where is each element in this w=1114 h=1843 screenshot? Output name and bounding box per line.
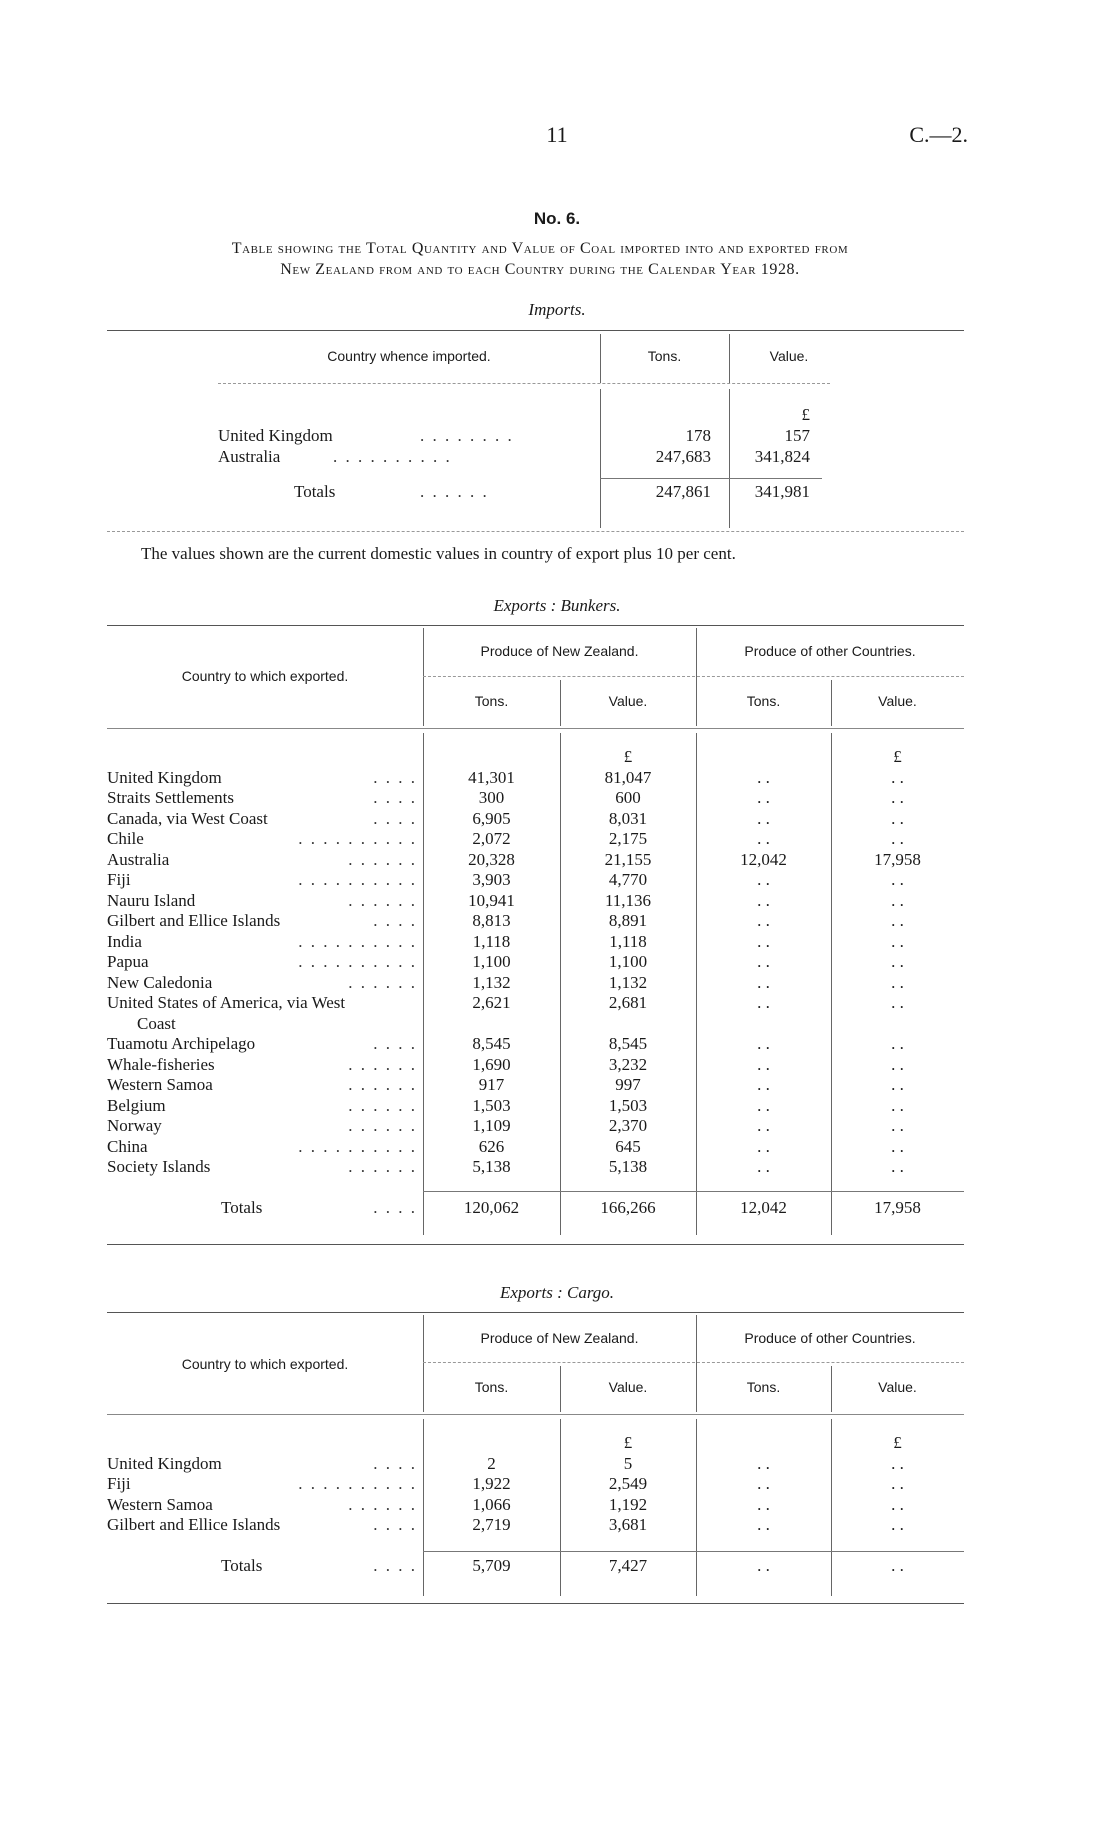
nz-value-cell: 997 (615, 1075, 641, 1094)
currency-row (218, 404, 828, 425)
table-row (107, 1515, 964, 1536)
nz-tons-cell: 1,100 (472, 952, 511, 971)
imports-header-country: Country whence imported. (327, 348, 491, 364)
currency-symbol: £ (623, 747, 633, 766)
cargo-header-nz-value: Value. (608, 1379, 648, 1395)
country-cell: Whale-fisheries . . . . . . (107, 1054, 417, 1074)
nz-tons-cell: 1,109 (472, 1116, 511, 1135)
tons-cell: 178 (685, 426, 711, 445)
other-value-cell: . . (891, 890, 904, 910)
nz-value-cell (560, 1014, 696, 1035)
totals-row (218, 481, 828, 502)
totals-tons: 247,861 (655, 482, 711, 501)
nz-value-cell: 645 (615, 1136, 641, 1156)
table-row (107, 1116, 964, 1137)
nz-tons-cell: 6,905 (472, 808, 511, 828)
cargo-subheader-rule (423, 1362, 964, 1363)
nz-value-cell: 600 (615, 788, 641, 807)
nz-value-cell: 1,100 (608, 952, 648, 971)
table-row (218, 425, 828, 446)
other-tons-cell (696, 1014, 831, 1035)
table-row (107, 973, 964, 994)
nz-tons-cell: 10,941 (468, 890, 515, 910)
nz-tons-cell: 3,903 (472, 870, 511, 889)
totals-nz-tons: 120,062 (463, 1198, 520, 1217)
cargo-header-other: Produce of other Countries. (744, 1330, 916, 1346)
values-note: The values shown are the current domestic values in country of export plus 10 per cent. (141, 544, 736, 563)
other-tons-cell: . . (757, 1116, 770, 1135)
tons-cell: 247,683 (655, 447, 711, 466)
nz-value-cell: 5 (623, 1453, 633, 1473)
other-value-cell: . . (891, 1515, 904, 1534)
nz-value-cell: 2,681 (608, 993, 648, 1012)
other-tons-cell: . . (757, 1515, 770, 1534)
other-value-cell: . . (891, 767, 904, 787)
table-row (107, 1157, 964, 1178)
nz-value-cell: 8,891 (608, 911, 648, 930)
country-cell: Nauru Island . . . . . . (107, 890, 417, 910)
other-value-cell: . . (891, 1453, 904, 1473)
nz-value-cell: 81,047 (604, 767, 652, 787)
empty-cell (107, 1433, 423, 1454)
imports-top-rule (107, 330, 964, 331)
currency-row (107, 747, 964, 768)
other-tons-cell: . . (757, 1054, 770, 1074)
country-cell: Fiji . . . . . . . . . . (107, 1474, 417, 1493)
bunkers-header-nz: Produce of New Zealand. (480, 643, 639, 659)
nz-tons-cell: 917 (478, 1075, 505, 1094)
nz-value-cell: 1,503 (608, 1095, 648, 1115)
totals-value: 341,981 (754, 482, 810, 501)
table-row (107, 993, 964, 1014)
nz-tons-cell (423, 1014, 560, 1035)
other-tons-cell: . . (757, 1075, 770, 1094)
bunkers-header-other-value: Value. (878, 693, 917, 709)
nz-tons-cell: 1,066 (472, 1494, 511, 1514)
other-tons-cell: . . (757, 1494, 770, 1514)
nz-value-cell: 4,770 (608, 870, 648, 889)
country-cell: Chile . . . . . . . . . . (107, 829, 417, 848)
page-number: 11 (546, 122, 568, 147)
totals-nz-tons: 5,709 (472, 1556, 511, 1575)
bunkers-header-other: Produce of other Countries. (744, 643, 916, 659)
other-value-cell: . . (891, 1116, 904, 1135)
table-row (107, 829, 964, 850)
other-value-cell: . . (891, 1136, 904, 1156)
other-tons-cell: . . (757, 890, 770, 910)
table-row (107, 809, 964, 830)
nz-tons-cell: 41,301 (468, 767, 515, 787)
bunkers-subheader-rule (423, 676, 964, 677)
table-row (107, 1055, 964, 1076)
table-row (107, 952, 964, 973)
other-tons-cell: . . (757, 952, 770, 971)
bunkers-bottom-rule (107, 1244, 964, 1245)
table-row (107, 1495, 964, 1516)
totals-row (107, 1556, 964, 1577)
other-tons-cell: 12,042 (740, 849, 787, 869)
cargo-bottom-rule (107, 1603, 964, 1604)
country-cell: Coast (137, 1013, 176, 1033)
other-tons-cell: . . (757, 993, 770, 1012)
empty-cell (107, 747, 423, 768)
bunkers-header-other-tons: Tons. (746, 693, 781, 709)
country-cell: Belgium . . . . . . (107, 1095, 417, 1115)
other-tons-cell: . . (757, 1474, 770, 1493)
other-value-cell: . . (891, 1075, 904, 1094)
other-value-cell: . . (891, 993, 904, 1012)
table-row (107, 850, 964, 871)
nz-tons-cell: 300 (478, 788, 505, 807)
other-tons-cell: . . (757, 808, 770, 828)
nz-value-cell: 1,192 (608, 1494, 648, 1514)
currency-symbol: £ (801, 405, 810, 424)
other-value-cell: . . (891, 1157, 904, 1176)
other-tons-cell: . . (757, 788, 770, 807)
other-tons-cell: . . (757, 767, 770, 787)
other-tons-cell: . . (757, 1453, 770, 1473)
table-number: No. 6. (533, 209, 581, 228)
other-value-cell: . . (891, 788, 904, 807)
other-value-cell: . . (891, 911, 904, 930)
nz-tons-cell: 1,503 (472, 1095, 511, 1115)
country-cell: Tuamotu Archipelago . . . . (107, 1034, 417, 1053)
other-value-cell: . . (891, 1095, 904, 1115)
totals-other-value: 17,958 (874, 1198, 921, 1217)
other-value-cell: . . (891, 931, 904, 951)
page-reference: C.—2. (909, 122, 968, 147)
table-title-line-1: Table showing the Total Quantity and Value of Coal imported into and exported from (231, 240, 849, 257)
totals-label-cell: Totals . . . . (221, 1198, 417, 1217)
nz-value-cell: 8,545 (608, 1034, 648, 1053)
country-cell: Papua . . . . . . . . . . (107, 952, 417, 971)
table-row (107, 1137, 964, 1158)
cargo-top-rule (107, 1312, 964, 1313)
bunkers-table (107, 747, 964, 1219)
value-cell: 341,824 (754, 447, 810, 466)
nz-value-cell: 3,232 (608, 1054, 648, 1074)
nz-tons-cell: 626 (478, 1136, 505, 1156)
country-cell: United Kingdom . . . . (107, 1453, 417, 1473)
currency-symbol: £ (623, 1433, 633, 1452)
nz-value-cell: 1,132 (608, 972, 648, 992)
table-row (107, 1014, 964, 1035)
currency-row (107, 1433, 964, 1454)
nz-tons-cell: 1,118 (472, 931, 511, 951)
other-tons-cell: . . (757, 1157, 770, 1176)
country-cell: Gilbert and Ellice Islands . . . . (107, 1515, 417, 1534)
table-row (218, 446, 828, 467)
currency-symbol: £ (893, 1433, 902, 1452)
bunkers-top-rule (107, 625, 964, 626)
table-row (107, 870, 964, 891)
other-tons-cell: . . (757, 1136, 770, 1156)
country-cell: Society Islands . . . . . . (107, 1157, 417, 1176)
nz-tons-cell: 2,719 (472, 1515, 511, 1534)
bunkers-header-rule (107, 728, 964, 729)
bunkers-header-nz-value: Value. (608, 693, 648, 709)
nz-value-cell: 2,175 (608, 829, 648, 848)
country-cell: Fiji . . . . . . . . . . (107, 870, 417, 889)
other-value-cell: . . (891, 952, 904, 971)
nz-value-cell: 8,031 (608, 808, 648, 828)
nz-tons-cell: 2 (487, 1453, 496, 1473)
other-value-cell: . . (891, 1494, 904, 1514)
imports-header-tons: Tons. (647, 348, 682, 364)
nz-value-cell: 2,370 (608, 1116, 648, 1135)
country-cell: Western Samoa . . . . . . (107, 1494, 417, 1514)
value-cell: 157 (784, 426, 810, 445)
nz-tons-cell: 8,813 (472, 911, 511, 930)
nz-value-cell: 5,138 (608, 1157, 648, 1176)
other-tons-cell: . . (757, 829, 770, 848)
nz-value-cell: 1,118 (609, 931, 647, 951)
other-value-cell: . . (891, 829, 904, 848)
nz-value-cell: 3,681 (608, 1515, 648, 1534)
table-row (107, 911, 964, 932)
table-row (107, 1454, 964, 1475)
nz-tons-cell: 1,922 (472, 1474, 511, 1493)
nz-tons-cell: 2,621 (472, 993, 511, 1012)
other-value-cell (831, 1014, 964, 1035)
table-row (107, 1034, 964, 1055)
other-value-cell: . . (891, 972, 904, 992)
bunkers-section-title: Exports : Bunkers. (493, 596, 621, 615)
totals-nz-value: 166,266 (600, 1198, 656, 1217)
totals-other-tons: . . (757, 1556, 770, 1575)
other-value-cell: . . (891, 1034, 904, 1053)
imports-table (218, 404, 828, 502)
totals-label-cell: Totals . . . . (221, 1556, 417, 1575)
cargo-header-rule (107, 1414, 964, 1415)
imports-header-rule (218, 383, 830, 384)
country-cell: Gilbert and Ellice Islands . . . . (107, 911, 417, 930)
cargo-header-nz-tons: Tons. (474, 1379, 509, 1395)
bunkers-header-country: Country to which exported. (181, 668, 349, 684)
nz-value-cell: 2,549 (608, 1474, 648, 1493)
table-row (107, 788, 964, 809)
imports-header-value: Value. (769, 348, 809, 364)
country-cell: Straits Settlements . . . . (107, 788, 417, 807)
cargo-section-title: Exports : Cargo. (499, 1283, 615, 1302)
totals-nz-value: 7,427 (608, 1556, 648, 1575)
empty-cell (423, 747, 560, 768)
country-cell: Canada, via West Coast . . . . (107, 808, 417, 828)
nz-tons-cell: 1,690 (472, 1054, 511, 1074)
country-cell: Western Samoa . . . . . . (107, 1075, 417, 1094)
other-tons-cell: . . (757, 1095, 770, 1115)
totals-other-tons: 12,042 (740, 1198, 787, 1217)
empty-cell (696, 1433, 831, 1454)
country-cell: United Kingdom . . . . (107, 767, 417, 787)
other-value-cell: . . (891, 1474, 904, 1493)
imports-section-title: Imports. (528, 300, 586, 319)
other-tons-cell: . . (757, 972, 770, 992)
country-cell: Australia . . . . . . . . . . (218, 447, 452, 466)
country-cell: New Caledonia . . . . . . (107, 972, 417, 992)
nz-tons-cell: 20,328 (468, 849, 515, 869)
country-cell: India . . . . . . . . . . (107, 931, 417, 951)
cargo-header-country: Country to which exported. (181, 1356, 349, 1372)
currency-symbol: £ (893, 747, 902, 766)
nz-value-cell: 21,155 (604, 849, 652, 869)
other-tons-cell: . . (757, 870, 770, 889)
empty-cell (423, 1433, 560, 1454)
nz-tons-cell: 1,132 (472, 972, 511, 992)
table-row (107, 1096, 964, 1117)
totals-other-value: . . (891, 1556, 904, 1575)
cargo-header-nz: Produce of New Zealand. (480, 1330, 639, 1346)
country-cell: China . . . . . . . . . . (107, 1136, 417, 1156)
table-title-line-2: New Zealand from and to each Country during the Calendar Year 1928. (280, 261, 800, 278)
other-tons-cell: . . (757, 911, 770, 930)
other-value-cell: . . (891, 870, 904, 889)
other-value-cell: 17,958 (874, 849, 921, 869)
imports-bottom-rule (107, 531, 964, 532)
other-tons-cell: . . (757, 1034, 770, 1053)
nz-tons-cell: 5,138 (472, 1157, 511, 1176)
other-value-cell: . . (891, 808, 904, 828)
totals-label-cell: Totals . . . . . . (294, 482, 489, 501)
cargo-table (107, 1433, 964, 1577)
other-tons-cell: . . (757, 931, 770, 951)
cargo-header-other-value: Value. (878, 1379, 917, 1395)
nz-tons-cell: 2,072 (472, 829, 511, 848)
totals-row (107, 1198, 964, 1219)
country-cell: United States of America, via West (107, 993, 346, 1012)
nz-tons-cell: 8,545 (472, 1034, 511, 1053)
bunkers-header-nz-tons: Tons. (474, 693, 509, 709)
country-cell: United Kingdom . . . . . . . . (218, 426, 514, 445)
country-cell: Australia . . . . . . (107, 849, 417, 869)
cargo-header-other-tons: Tons. (746, 1379, 781, 1395)
empty-cell (696, 747, 831, 768)
country-cell: Norway . . . . . . (107, 1116, 417, 1135)
table-row (107, 1075, 964, 1096)
table-row (107, 932, 964, 953)
table-row (107, 891, 964, 912)
nz-value-cell: 11,136 (604, 890, 652, 910)
table-row (107, 1474, 964, 1495)
table-row (107, 768, 964, 789)
other-value-cell: . . (891, 1054, 904, 1074)
